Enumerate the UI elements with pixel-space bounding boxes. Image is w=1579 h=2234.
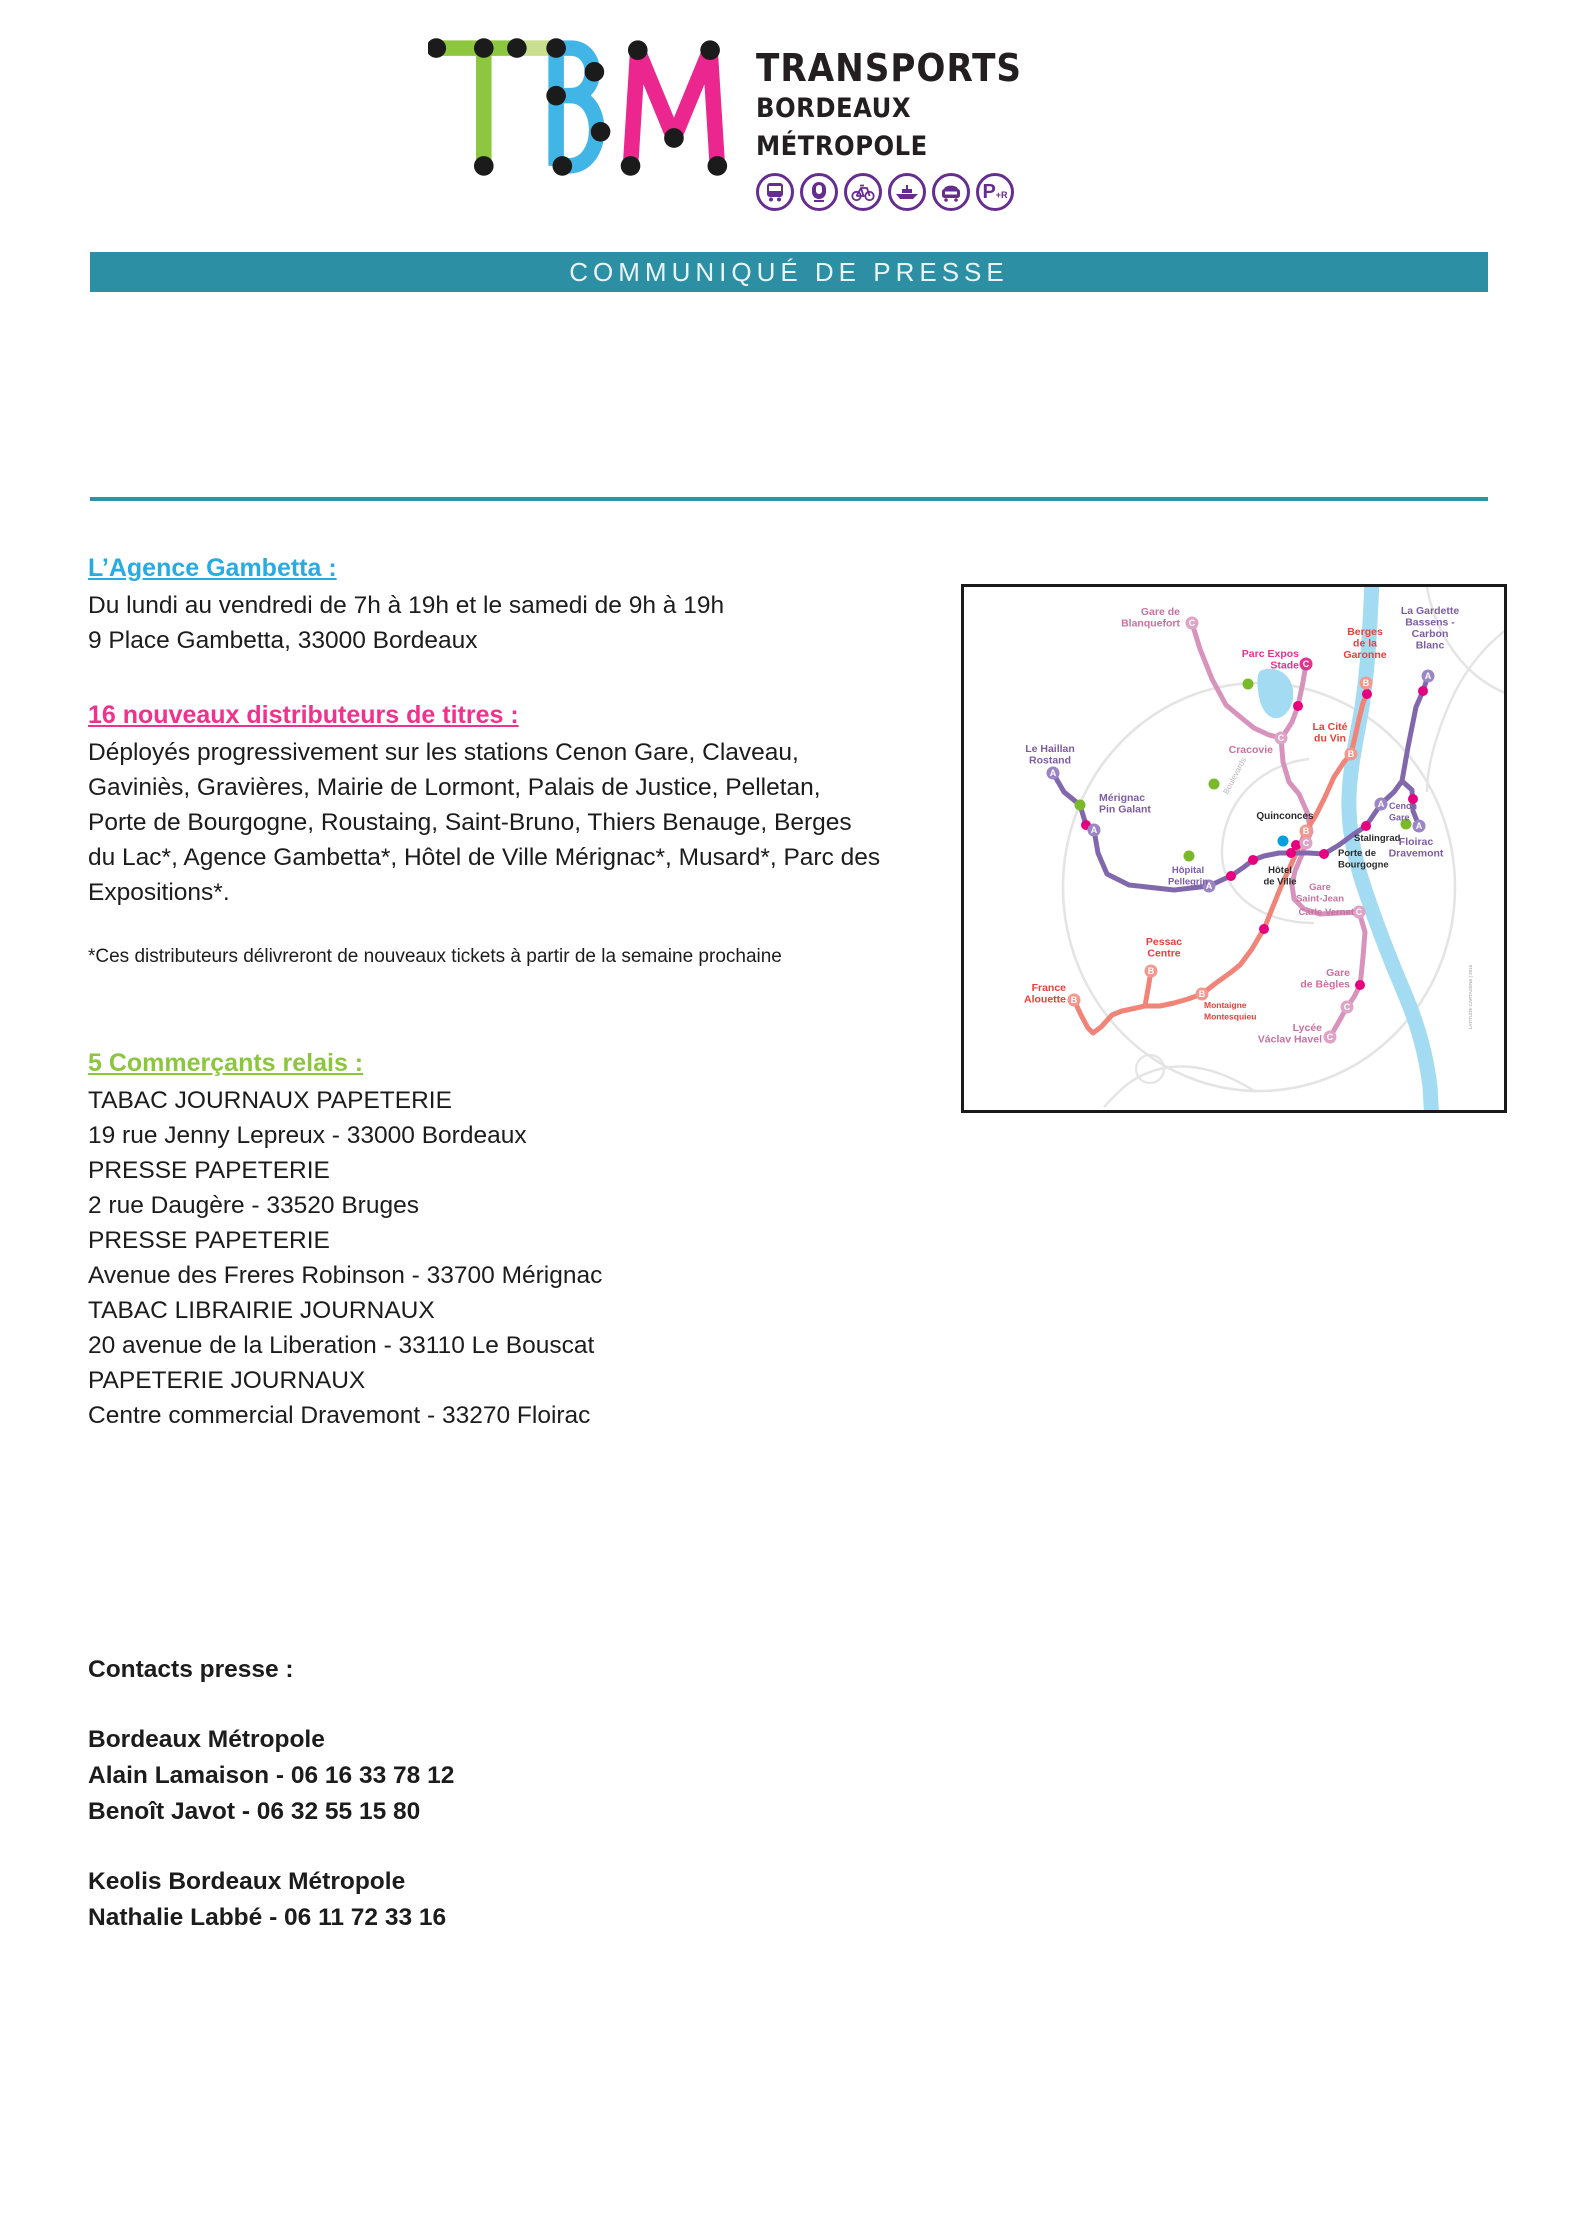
contact-person: Alain Lamaison - 06 16 33 78 12 <box>88 1762 455 1789</box>
map-label: Gare de Bègles <box>1300 967 1350 991</box>
ferry-icon <box>888 173 926 211</box>
map-label: Stalingrad <box>1354 833 1401 844</box>
transport-mode-icons <box>756 173 1056 211</box>
body-text-column <box>88 551 893 1433</box>
station-dot <box>1226 871 1236 881</box>
heading-commercants: 5 Commerçants relais : <box>88 1049 364 1077</box>
heading-distributeurs: 16 nouveaux distributeurs de titres : <box>88 701 519 729</box>
station-dot <box>1361 821 1371 831</box>
park-and-ride-icon: P+R <box>976 173 1014 211</box>
logo-subtitle: BORDEAUX MÉTROPOLE <box>756 93 928 162</box>
map-label: La Gardette Bassens -Carbon Blanc <box>1400 605 1460 652</box>
map-label: Cracovie <box>1228 744 1273 756</box>
station-dot <box>1291 840 1301 850</box>
contact-person: Nathalie Labbé - 06 11 72 33 16 <box>88 1904 447 1931</box>
map-label: La Cité du Vin <box>1312 721 1348 745</box>
map-label: Berges de la Garonne <box>1343 626 1387 661</box>
map-label: Porte de Bourgogne <box>1338 848 1389 871</box>
map-label: Carle Vernet <box>1298 907 1354 918</box>
station-dot <box>1418 686 1428 696</box>
map-label: Montaigne Montesquieu <box>1204 1000 1257 1022</box>
agence-hours-line: Du lundi au vendredi de 7h à 19h et le samedi de 9h à 19h <box>88 592 725 619</box>
contacts-heading: Contacts presse : <box>88 1656 294 1683</box>
svg-text:A: A <box>1205 881 1213 892</box>
svg-text:A: A <box>1377 799 1385 810</box>
map-label: Hôpital Pellegrin <box>1167 865 1209 888</box>
heading-agence-gambetta: L’Agence Gambetta : <box>88 554 337 582</box>
map-label: Gare de Blanquefort <box>1121 606 1180 630</box>
svg-text:B: B <box>1070 995 1078 1006</box>
shop-name: TABAC JOURNAUX PAPETERIE <box>88 1087 452 1114</box>
map-label: Cenon Gare <box>1389 801 1417 823</box>
map-label: Lycée Václav Havel <box>1257 1022 1322 1046</box>
station-dot <box>1075 800 1086 811</box>
shop-address: 2 rue Daugère - 33520 Bruges <box>88 1192 419 1219</box>
distributeurs-paragraph: Déployés progressivement sur les stations Cenon Gare, Claveau, Gaviniès, Gravières, Mairie de Lormont, Palais de Justice, Pelletan, Porte de Bourgogne, Roustaing, Saint-Bruno, Thiers Benauge, Berges du Lac*, Agence Gambetta*, Hôtel de Ville Mérignac*, Musard*, Parc des Expositions*. <box>88 739 881 906</box>
contact-person: Benoît Javot - 06 32 55 15 80 <box>88 1798 421 1825</box>
station-dot <box>1319 849 1329 859</box>
car-icon <box>932 173 970 211</box>
contact-group <box>88 1864 454 1936</box>
shop-name: PRESSE PAPETERIE <box>88 1227 330 1254</box>
station-dot <box>1248 855 1258 865</box>
shop-address: 20 avenue de la Liberation - 33110 Le Bouscat <box>88 1332 595 1359</box>
map-label: Le Haillan Rostand <box>1025 743 1075 767</box>
network-map-svg <box>964 587 1504 1110</box>
station-dot <box>1362 689 1372 699</box>
map-label: Hôtel de Ville <box>1263 865 1297 888</box>
svg-text:A: A <box>1049 768 1057 779</box>
station-dot <box>1278 836 1289 847</box>
svg-text:C: C <box>1343 1002 1351 1013</box>
tram-icon <box>800 173 838 211</box>
map-label: France Alouette <box>1024 982 1066 1006</box>
contact-org: Keolis Bordeaux Métropole <box>88 1868 406 1895</box>
tbm-logo <box>428 28 1068 203</box>
divider-line <box>90 497 1488 501</box>
svg-text:A: A <box>1415 821 1423 832</box>
shop-address: Centre commercial Dravemont - 33270 Floirac <box>88 1402 591 1429</box>
shop-name: PAPETERIE JOURNAUX <box>88 1367 366 1394</box>
svg-text:B: B <box>1347 749 1355 760</box>
press-contacts <box>88 1652 454 1936</box>
svg-text:B: B <box>1302 826 1310 837</box>
tbm-logo-letters-icon <box>428 28 738 186</box>
distributeurs-footnote: *Ces distributeurs délivreront de nouveaux tickets à partir de la semaine prochaine <box>88 946 782 967</box>
svg-text:C: C <box>1188 618 1196 629</box>
map-label: Boulevards <box>1221 756 1249 796</box>
bike-icon <box>844 173 882 211</box>
banner-title: COMMUNIQUÉ DE PRESSE <box>569 256 1009 287</box>
station-dot <box>1184 851 1195 862</box>
press-release-banner <box>90 252 1488 292</box>
svg-text:C: C <box>1302 838 1310 849</box>
contact-org: Bordeaux Métropole <box>88 1726 325 1753</box>
svg-text:B: B <box>1362 678 1370 689</box>
map-label: Quinconces <box>1256 811 1314 822</box>
tbm-network-map <box>961 584 1507 1113</box>
shop-name: PRESSE PAPETERIE <box>88 1157 330 1184</box>
svg-text:C: C <box>1326 1032 1334 1043</box>
svg-text:C: C <box>1355 907 1363 918</box>
logo-title: TRANSPORTS <box>756 46 1023 90</box>
svg-text:B: B <box>1147 966 1155 977</box>
station-dot <box>1243 679 1254 690</box>
map-label: Parc Expos Stade <box>1241 648 1299 672</box>
station-dot <box>1293 701 1303 711</box>
bus-icon <box>756 173 794 211</box>
shop-name: TABAC LIBRAIRIE JOURNAUX <box>88 1297 435 1324</box>
map-label: Floirac Dravemont <box>1388 836 1444 860</box>
map-credit: LATITUDE-CARTAGÈNE | 2016 <box>1468 964 1473 1030</box>
map-label: Gare Saint-Jean <box>1295 882 1345 905</box>
station-dot <box>1355 980 1365 990</box>
shop-address: 19 rue Jenny Lepreux - 33000 Bordeaux <box>88 1122 527 1149</box>
station-dot <box>1209 779 1220 790</box>
station-dot <box>1259 924 1269 934</box>
svg-text:C: C <box>1277 733 1285 744</box>
svg-text:A: A <box>1424 671 1432 682</box>
map-label: Mérignac Pin Galant <box>1099 792 1151 816</box>
svg-text:B: B <box>1198 989 1206 1000</box>
contact-group <box>88 1722 454 1830</box>
map-label: Pessac Centre <box>1145 936 1183 960</box>
shop-address: Avenue des Freres Robinson - 33700 Mérignac <box>88 1262 603 1289</box>
svg-text:A: A <box>1090 825 1098 836</box>
agence-address-line: 9 Place Gambetta, 33000 Bordeaux <box>88 627 478 654</box>
svg-text:C: C <box>1302 659 1310 670</box>
shop-list <box>88 1083 893 1433</box>
